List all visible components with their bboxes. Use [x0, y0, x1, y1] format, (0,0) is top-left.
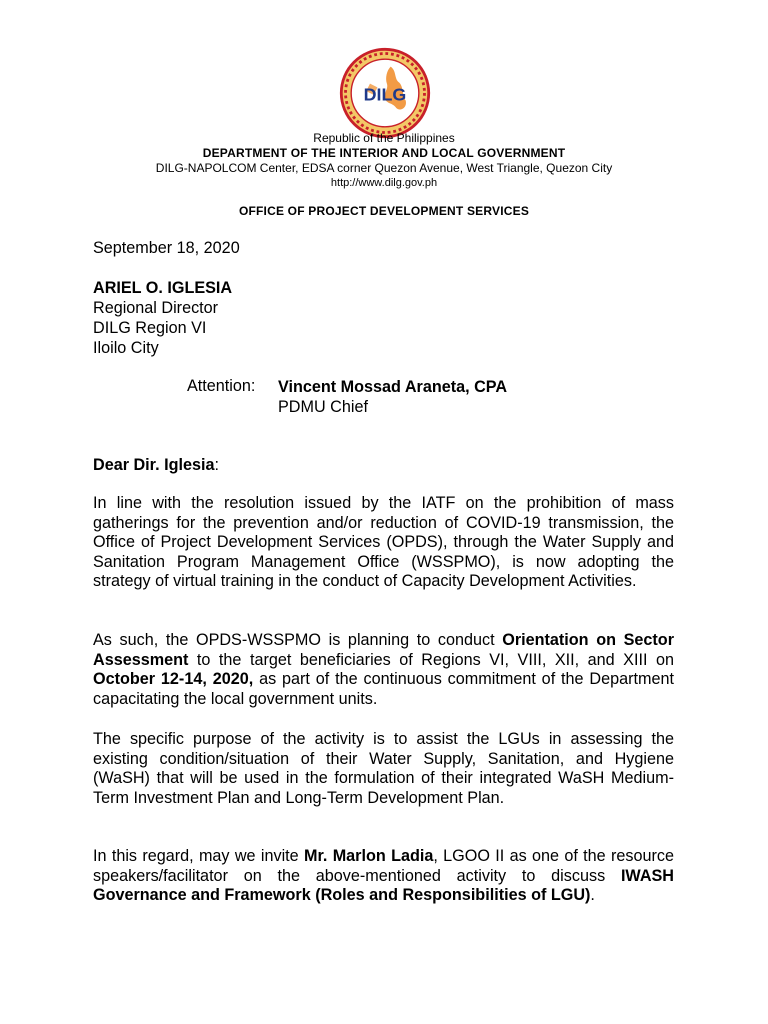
recipient-block: [93, 278, 674, 358]
salutation-name: Dear Dir. Iglesia: [93, 456, 215, 474]
attention-name: Vincent Mossad Araneta, CPA: [278, 378, 508, 396]
p4-text-a: In this regard, may we invite: [93, 847, 304, 865]
p2-text-a: As such, the OPDS-WSSPMO is planning to conduct: [93, 631, 503, 649]
p2-activity-date: October 12-14, 2020,: [93, 670, 254, 688]
paragraph-1: In line with the resolution issued by the IATF on the prohibition of mass gatherings for the prevention and/or reduction of COVID-19 transmission, the Office of Project Development Services (OPDS), through the Water Supply and Sanitation Program Management Office (WSSPMO), is now adopting the strategy of virtual training in the conduct of Capacity Development Activities.: [93, 494, 674, 590]
p2-text-c: to the target beneficiaries of Regions VI, VIII, XII, and XIII on: [188, 650, 674, 669]
header-office: OFFICE OF PROJECT DEVELOPMENT SERVICES: [238, 204, 530, 218]
header-address: DILG-NAPOLCOM Center, EDSA corner Quezon Avenue, West Triangle, Quezon City: [155, 161, 613, 175]
recipient-office: DILG Region VI: [93, 319, 207, 337]
recipient-city: Iloilo City: [93, 339, 159, 357]
paragraph-2: [93, 631, 674, 709]
attention-label: Attention:: [187, 377, 256, 395]
attention-position: PDMU Chief: [278, 398, 368, 416]
p4-topic: IWASH Governance and Framework (Roles and Responsibilities of LGU): [93, 866, 674, 904]
attention-block: [278, 377, 507, 417]
recipient-name: ARIEL O. IGLESIA: [93, 279, 233, 297]
salutation: [93, 456, 674, 476]
dilg-seal-text: DILG: [363, 84, 407, 105]
paragraph-4: [93, 847, 674, 906]
p4-text-e: .: [590, 886, 595, 904]
p2-activity-title: Orientation on Sector Assessment: [93, 631, 674, 669]
paragraph-3: The specific purpose of the activity is to assist the LGUs in assessing the existing condition/situation of their Water Supply, Sanitation, and Hygiene (WaSH) that will be used in the formulation of their integrated WaSH Medium-Term Investment Plan and Long-Term Development Plan.: [93, 730, 674, 807]
recipient-title: Regional Director: [93, 299, 219, 317]
p2-text-e: as part of the continuous commitment of the Department capacitating the local government units.: [93, 670, 674, 708]
p4-invitee-name: Mr. Marlon Ladia: [303, 847, 434, 865]
header-url[interactable]: http://www.dilg.gov.ph: [330, 177, 438, 189]
salutation-colon: :: [214, 456, 219, 474]
letter-date: September 18, 2020: [93, 239, 240, 257]
header-republic: Republic of the Philippines: [313, 131, 455, 145]
p4-text-c: , LGOO II as one of the resource speakers/facilitator on the above-mentioned activity to discuss: [93, 847, 674, 885]
dilg-seal-logo: [338, 46, 432, 140]
header-department: DEPARTMENT OF THE INTERIOR AND LOCAL GOVERNMENT: [202, 146, 566, 160]
